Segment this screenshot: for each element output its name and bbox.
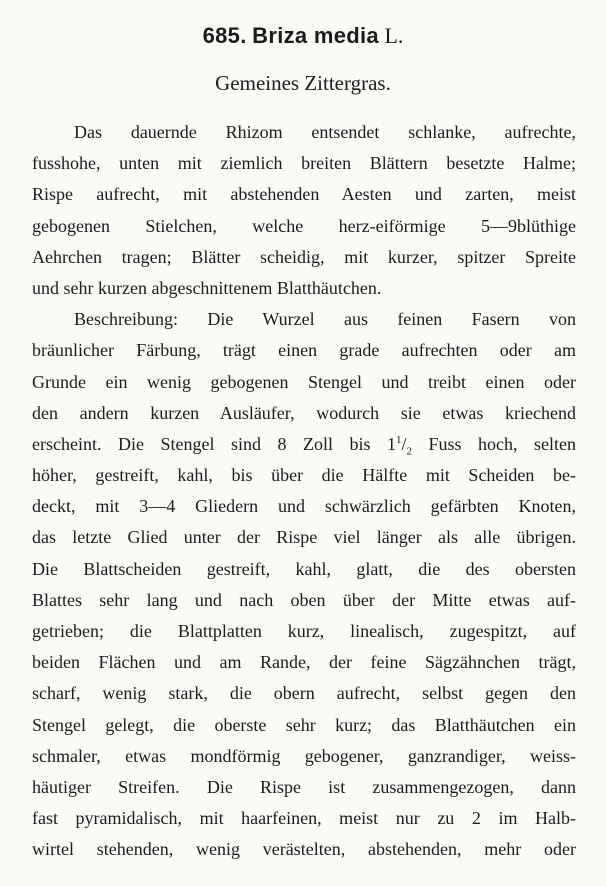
text-line: Die Blattscheiden gestreift, kahl, glatt, die des obersten	[32, 558, 576, 579]
text-line: Blattes sehr lang und nach oben über der Mitte etwas auf-	[32, 589, 576, 610]
fraction-whole: 1	[386, 433, 396, 454]
text-line: Rispe aufrecht, mit abstehenden Aesten und zarten, meist	[32, 184, 576, 205]
text-line: Grunde ein wenig gebogenen Stengel und treibt einen oder	[32, 371, 576, 392]
text-line: Das dauernde Rhizom entsendet schlanke, aufrechte,	[74, 122, 576, 142]
text-line: fast pyramidalisch, mit haarfeinen, meist nur zu 2 im Halb-	[32, 808, 576, 829]
text-line: das letzte Glied unter der Rispe viel länger als alle übrigen.	[32, 527, 576, 548]
text-line: wirtel stehenden, wenig verästelten, abstehenden, mehr oder	[32, 839, 576, 860]
text-segment: Fuss hoch, selten	[412, 433, 576, 454]
text-line: Beschreibung: Die Wurzel aus feinen Fasern von	[74, 309, 576, 330]
text-line: deckt, mit 3—4 Gliedern und schwärzlich gefärbten Knoten,	[32, 496, 576, 517]
fraction-denominator: 2	[406, 445, 412, 458]
species-author: L.	[384, 23, 404, 48]
fraction-numerator: 1	[395, 433, 402, 446]
text-line: höher, gestreift, kahl, bis über die Hälfte mit Scheiden be-	[32, 465, 576, 486]
text-line: beiden Flächen und am Rande, der feine Sägzähnchen trägt,	[32, 652, 576, 673]
text-line: und sehr kurzen abgeschnittenem Blatthäutchen.	[32, 277, 382, 298]
species-name: Briza media	[252, 23, 379, 48]
text-line: getrieben; die Blattplatten kurz, linealisch, zugespitzt, auf	[32, 621, 576, 641]
text-line: den andern kurzen Ausläufer, wodurch sie etwas kriechend	[32, 402, 576, 423]
text-line: bräunlicher Färbung, trägt einen grade aufrechten oder am	[32, 340, 576, 361]
text-line: häutiger Streifen. Die Rispe ist zusammengezogen, dann	[32, 776, 576, 797]
text-line: gebogenen Stielchen, welche herz-eiförmige 5—9blüthige	[32, 215, 576, 236]
common-name: Gemeines Zittergras.	[215, 71, 391, 95]
fraction: $1^1/_2$	[386, 433, 412, 458]
text-line-with-fraction	[32, 429, 576, 460]
text-line: schmaler, etwas mondförmig gebogener, ganzrandiger, weiss-	[32, 745, 576, 766]
text-line: Stengel gelegt, die oberste sehr kurz; das Blatthäutchen ein	[32, 714, 576, 735]
text-line: scharf, wenig stark, die obern aufrecht, selbst gegen den	[32, 683, 576, 704]
description-text	[32, 117, 576, 866]
text-segment: erscheint. Die Stengel sind 8 Zoll bis	[32, 433, 387, 454]
species-number: 685.	[202, 23, 247, 48]
species-heading	[0, 22, 606, 50]
text-line: Aehrchen tragen; Blätter scheidig, mit kurzer, spitzer Spreite	[32, 246, 576, 267]
text-line: fusshohe, unten mit ziemlich breiten Blättern besetzte Halme;	[32, 153, 576, 174]
